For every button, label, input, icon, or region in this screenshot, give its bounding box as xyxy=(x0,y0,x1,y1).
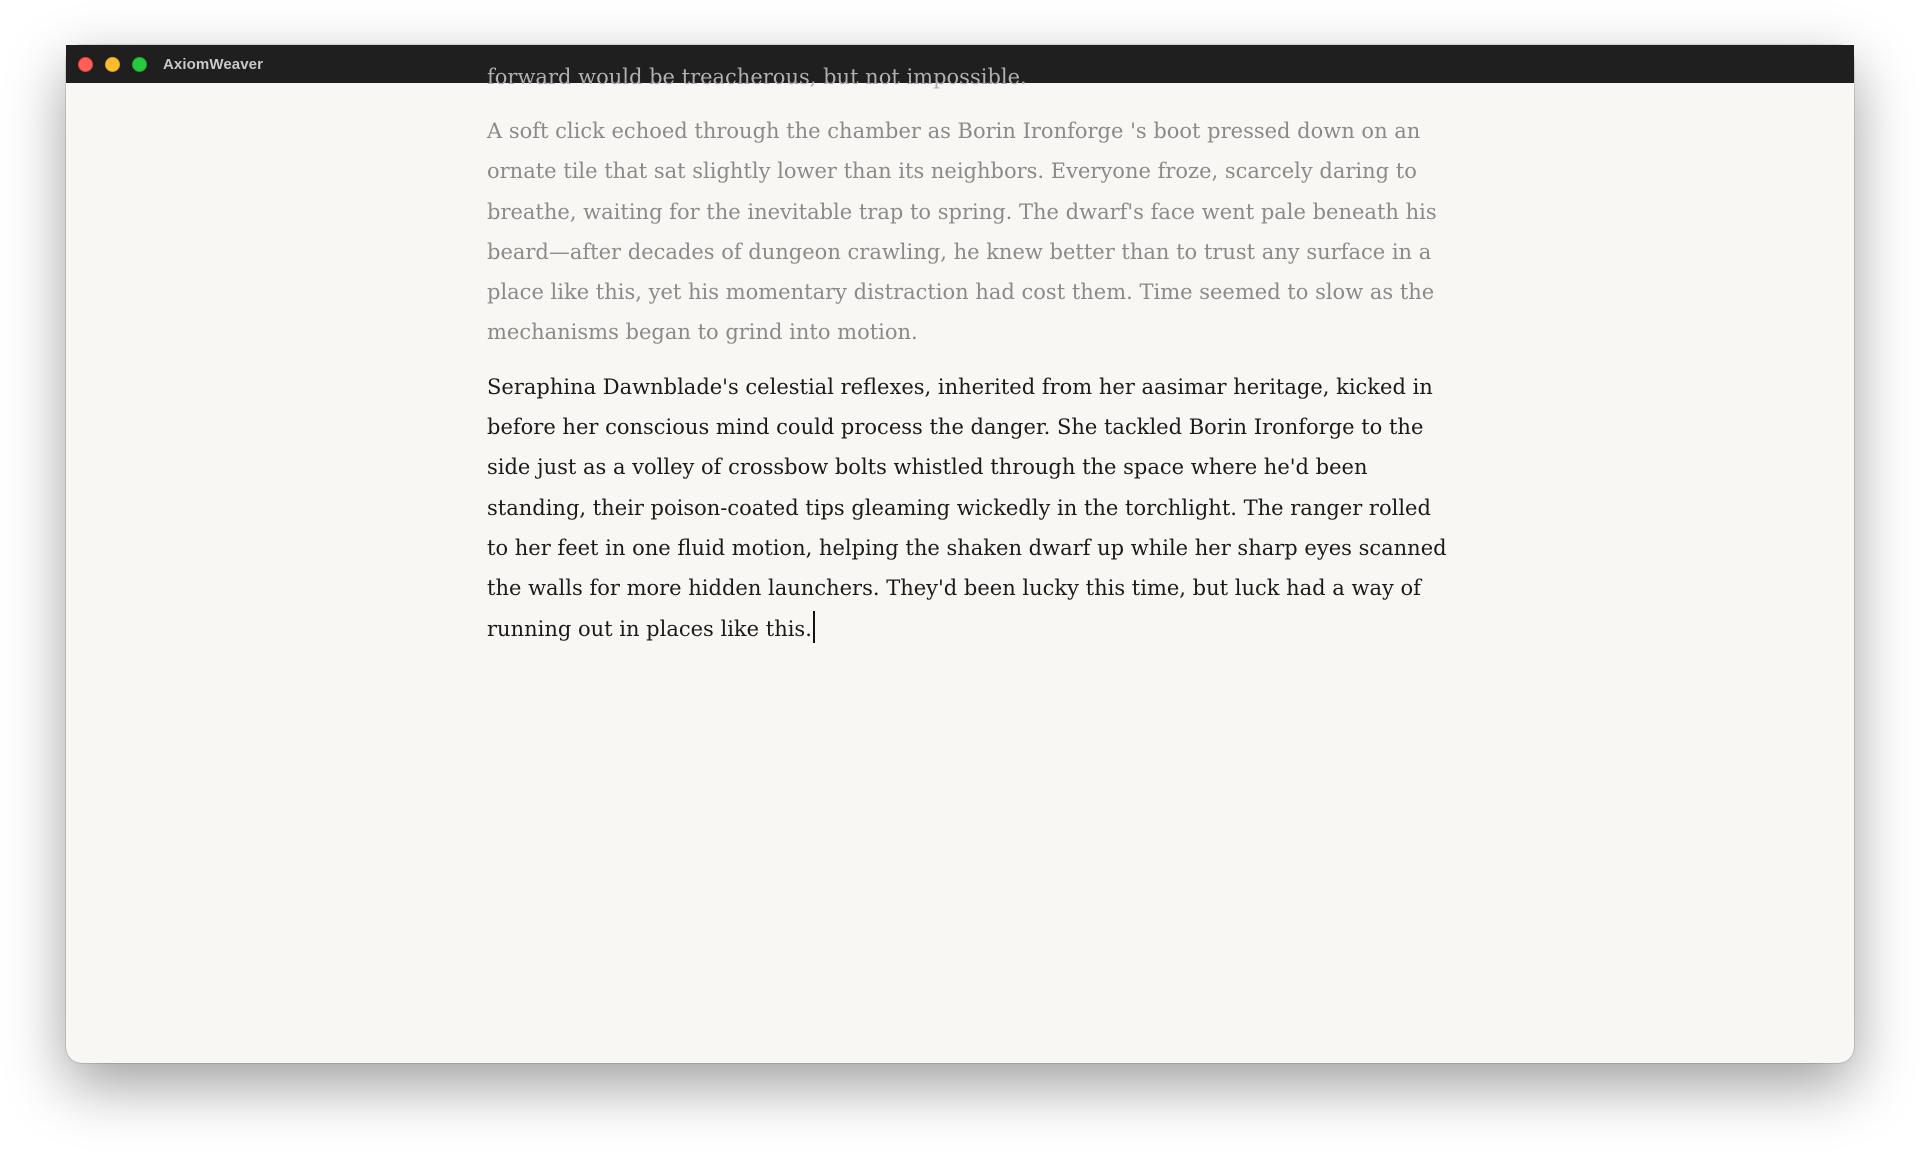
app-window xyxy=(66,45,1854,1063)
text-editor[interactable] xyxy=(66,65,1854,1063)
partial-previous-line[interactable]: forward would be treacherous, but not impossible. xyxy=(487,65,1027,89)
active-paragraph-text[interactable]: Seraphina Dawnblade's celestial reflexes, inherited from her aasimar heritage, kicked in before her conscious mind could process the danger. She tackled Borin Ironforge to the side just as a volley of crossbow bolts whistled through the space where he'd been standing, their poison-coated tips gleaming wickedly in the torchlight. The ranger rolled to her feet in one fluid motion, helping the shaken dwarf up while her sharp eyes scanned the walls for more hidden launchers. They'd been lucky this time, but luck had a way of running out in places like this. xyxy=(487,374,1447,641)
paragraph-active[interactable] xyxy=(487,367,1447,649)
paragraph-trap-click[interactable]: A soft click echoed through the chamber as Borin Ironforge 's boot pressed down on an ornate tile that sat slightly lower than its neighbors. Everyone froze, scarcely daring to breathe, waiting for the inevitable trap to spring. The dwarf's face went pale beneath his beard—after decades of dungeon crawling, he knew better than to trust any surface in a place like this, yet his momentary distraction had cost them. Time seemed to slow as the mechanisms began to grind into motion. xyxy=(487,119,1437,345)
close-window-button[interactable] xyxy=(78,57,93,72)
minimize-window-button[interactable] xyxy=(105,57,120,72)
editor-text-column[interactable] xyxy=(487,57,1447,663)
window-controls xyxy=(78,57,159,72)
maximize-window-button[interactable] xyxy=(132,57,147,72)
text-cursor xyxy=(813,611,815,643)
app-title: AxiomWeaver xyxy=(163,55,264,73)
